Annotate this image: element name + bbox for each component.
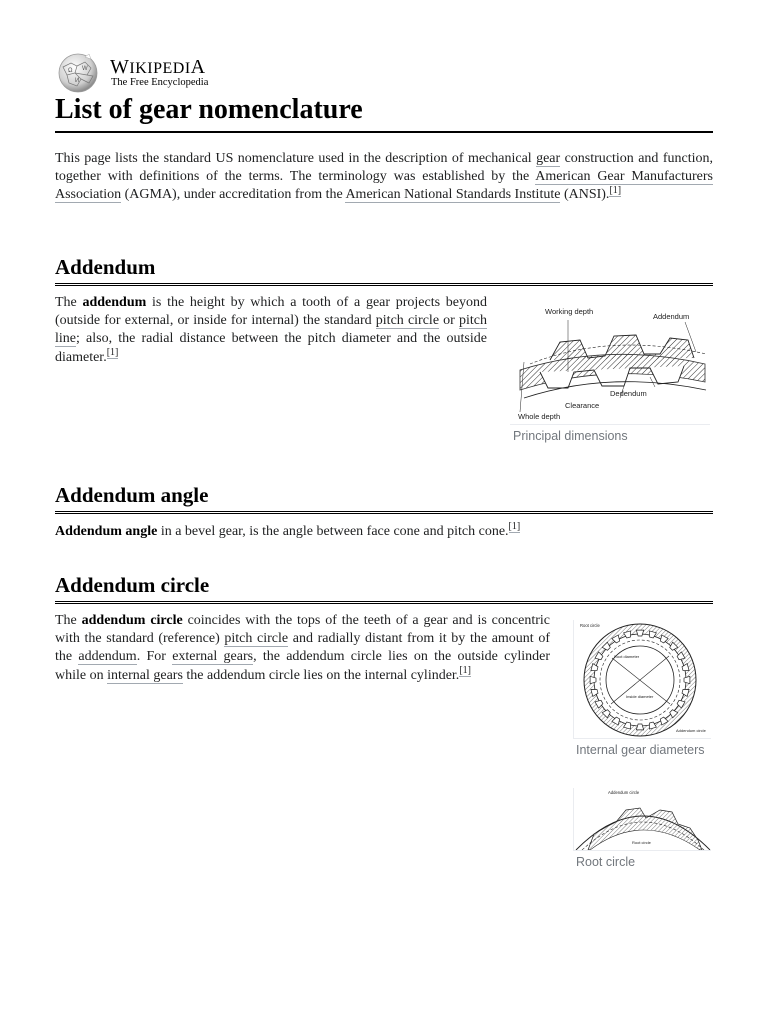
link-addendum[interactable]: addendum (78, 649, 137, 665)
svg-text:W: W (82, 66, 88, 72)
reference-link[interactable]: [1] (459, 664, 471, 676)
internal-gear-diagram[interactable] (574, 620, 712, 738)
reference-link[interactable]: [1] (609, 184, 622, 196)
label-inside-diameter: Inside diameter (626, 694, 654, 699)
reference-link[interactable]: [1] (508, 521, 521, 533)
svg-text:И: И (75, 78, 80, 84)
principal-dimensions-diagram[interactable] (510, 302, 710, 424)
label-addendum-circle: Addendum circle (676, 728, 706, 733)
label-root-circle: Root circle (632, 840, 651, 845)
heading-addendum-circle: Addendum circle (55, 572, 713, 604)
link-ansi[interactable]: American National Standards Institute (345, 187, 561, 203)
label-root-diameter: Root diameter (614, 654, 640, 659)
addendum-angle-paragraph: Addendum angle in a bevel gear, is the angle between face cone and pitch cone.[1] (55, 521, 521, 539)
label-working-depth: Working depth (545, 307, 594, 316)
puzzle-globe-icon (55, 53, 101, 93)
link-pitch-line[interactable]: pitch line (55, 313, 488, 347)
wordmark: WIKIPEDIA (110, 56, 206, 78)
figure-caption: Internal gear diameters (576, 743, 705, 757)
link-gear[interactable]: gear (536, 151, 561, 166)
label-addendum-circle: Addendum circle (608, 790, 640, 795)
figure-root-circle (573, 788, 711, 869)
label-dedendum: Dedendum (610, 389, 647, 398)
wikipedia-logo[interactable] (55, 53, 255, 95)
figure-principal-dimensions (510, 302, 710, 443)
figure-caption: Root circle (576, 855, 636, 869)
label-root-circle: Root circle (580, 623, 600, 628)
addendum-paragraph: The addendum is the height by which a tooth of a gear projects beyond (outside for external, or inside for internal) the standard pitch circle or pitch line; also, the radial distance between the pitch diameter and the outside diameter.[1] (55, 295, 488, 365)
figure-internal-gear-diameters (573, 620, 711, 757)
heading-addendum-angle: Addendum angle (55, 482, 713, 514)
label-clearance: Clearance (565, 401, 600, 410)
heading-addendum: Addendum (55, 254, 713, 286)
link-pitch-circle[interactable]: pitch circle (224, 631, 289, 647)
label-addendum: Addendum (653, 312, 690, 321)
page-title: List of gear nomenclature (55, 93, 713, 133)
link-external-gears[interactable]: external gears (172, 649, 254, 665)
link-internal-gears[interactable]: internal gears (107, 667, 183, 683)
label-whole-depth: Whole depth (518, 412, 561, 421)
root-circle-diagram[interactable] (574, 788, 712, 850)
addendum-circle-paragraph: The addendum circle coincides with the tops of the teeth of a gear and is concentric with the standard (reference) pitch circle and radially distant from it by the amount of the addendum. For external gears, the addendum circle lies on the outside cylinder while on internal gears the addendum circle lies on the internal cylinder.[1] (55, 613, 551, 683)
intro-paragraph: This page lists the standard US nomenclature used in the description of mechanical gear construction and function, together with definitions of the terms. The terminology was established by the American Gear Manufacturers Association (AGMA), under accreditation from the American National Standards Institute (ANSI).[1] (55, 151, 713, 203)
tagline: The Free Encyclopedia (111, 77, 209, 88)
svg-text:Ω: Ω (68, 68, 73, 74)
figure-caption: Principal dimensions (513, 429, 628, 443)
link-agma[interactable]: American Gear Manufacturers Association (55, 169, 713, 203)
reference-link[interactable]: [1] (106, 346, 119, 358)
link-pitch-circle[interactable]: pitch circle (375, 313, 440, 329)
